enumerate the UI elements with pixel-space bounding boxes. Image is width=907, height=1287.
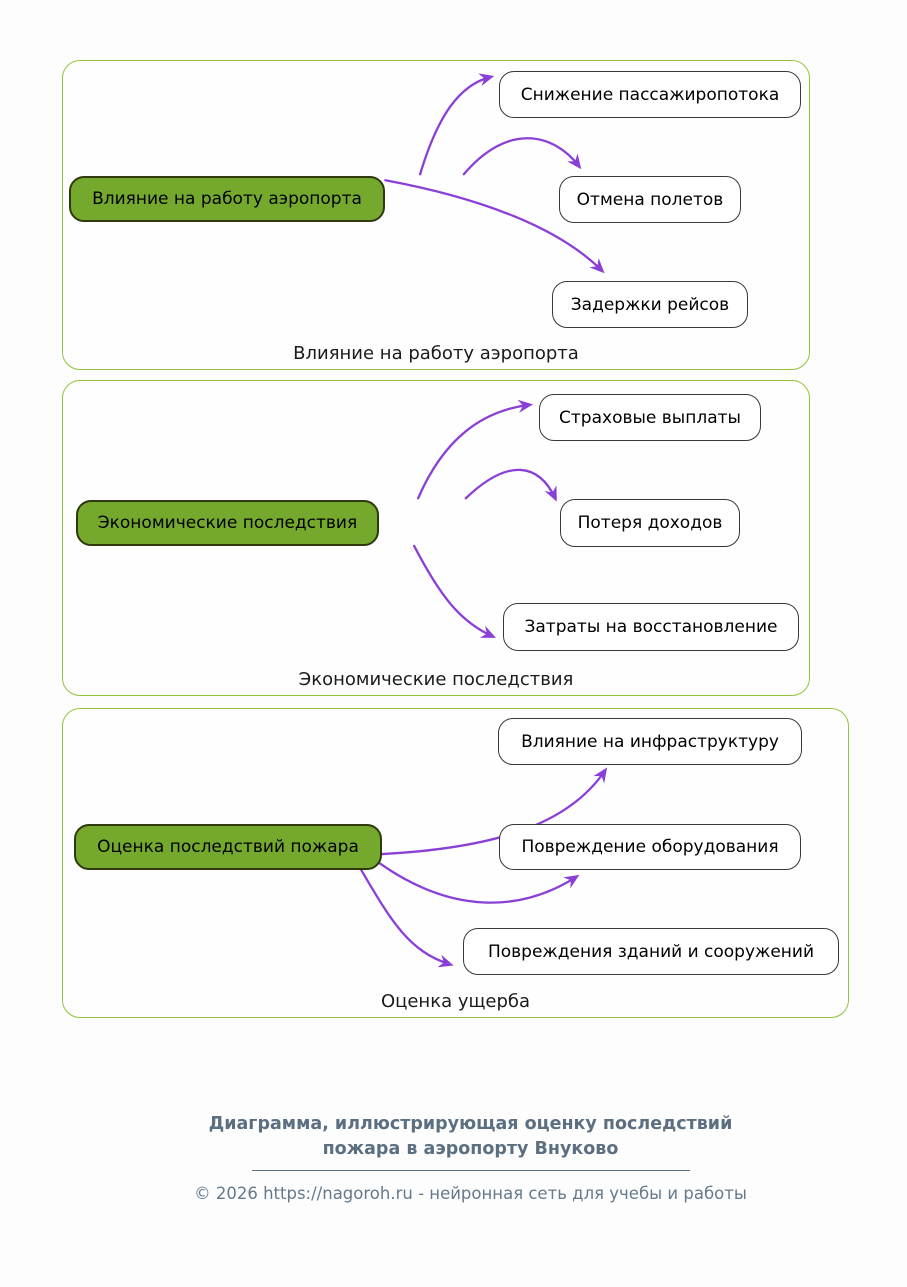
group-label-damage-assessment: Оценка ущерба bbox=[380, 991, 531, 1012]
caption-title-line1: Диаграмма, иллюстрирующая оценку последствий bbox=[208, 1114, 733, 1134]
group-label-airport-impact: Влияние на работу аэропорта bbox=[293, 343, 579, 364]
source-node-airport-impact: Влияние на работу аэропорта bbox=[69, 176, 385, 222]
caption-title-line2: пожара в аэропорту Внуково bbox=[322, 1138, 619, 1159]
target-node-restoration-costs: Затраты на восстановление bbox=[503, 603, 799, 651]
group-damage-assessment bbox=[62, 708, 849, 1018]
target-node-insurance-payouts: Страховые выплаты bbox=[539, 394, 761, 441]
edge-to-building-damage bbox=[361, 869, 450, 964]
edge-to-insurance-payouts bbox=[418, 405, 529, 498]
group-economic-consequences bbox=[62, 380, 810, 696]
caption-divider bbox=[252, 1170, 690, 1171]
group-label-economic-consequences: Экономические последствия bbox=[298, 669, 574, 690]
group-airport-impact bbox=[62, 60, 810, 370]
edge-to-restoration-costs bbox=[414, 546, 493, 636]
target-node-passenger-decline: Снижение пассажиропотока bbox=[499, 71, 801, 118]
target-node-flight-cancellations: Отмена полетов bbox=[559, 176, 741, 223]
caption-block bbox=[17, 1112, 907, 1203]
source-node-fire-assessment: Оценка последствий пожара bbox=[74, 824, 382, 870]
edge-to-passenger-decline bbox=[420, 77, 491, 174]
target-node-flight-delays: Задержки рейсов bbox=[552, 281, 748, 328]
target-node-building-damage: Повреждения зданий и сооружений bbox=[463, 928, 839, 975]
caption-copyright: © 2026 https://nagoroh.ru - нейронная сеть для учебы и работы bbox=[194, 1184, 747, 1203]
caption-title bbox=[17, 1112, 907, 1161]
edge-to-income-loss bbox=[466, 470, 555, 498]
edge-to-flight-cancellations bbox=[464, 138, 579, 174]
target-node-income-loss: Потеря доходов bbox=[560, 499, 740, 547]
target-node-equipment-damage: Повреждение оборудования bbox=[499, 824, 801, 870]
target-node-infrastructure-impact: Влияние на инфраструктуру bbox=[498, 718, 802, 765]
source-node-economic-consequences: Экономические последствия bbox=[76, 500, 379, 546]
